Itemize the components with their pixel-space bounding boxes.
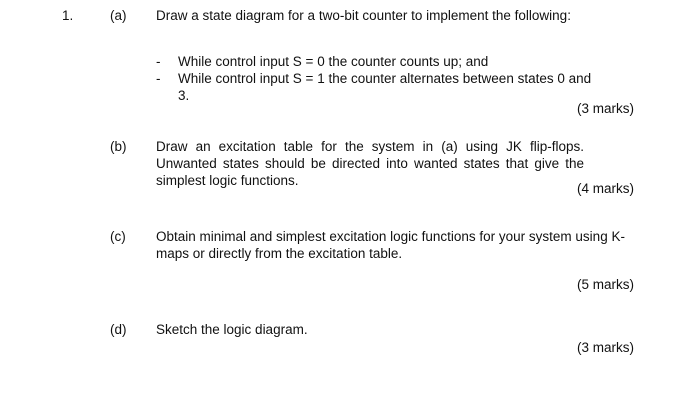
part-a-bullet-list [156, 53, 616, 104]
part-a-bullet-1-text: While control input S = 0 the counter counts up; and [178, 54, 489, 69]
part-b-text: Draw an excitation table for the system in (a) using JK flip-flops. Unwanted states should be directed into wanted states that give the simplest logic functions. [156, 139, 584, 188]
part-a-bullet-2-text: While control input S = 1 the counter alternates between states 0 and 3. [178, 71, 592, 103]
part-a-bullet-1 [156, 53, 616, 70]
part-d-text: Sketch the logic diagram. [156, 322, 308, 337]
part-b-marks: (4 marks) [577, 181, 634, 196]
part-a-bullet-2 [156, 70, 598, 104]
part-b-label: (b) [110, 139, 127, 154]
bullet-dash-icon: - [156, 71, 161, 86]
part-a-text: Draw a state diagram for a two-bit counter to implement the following: [156, 8, 571, 23]
part-a-label: (a) [110, 8, 127, 23]
part-d-label: (d) [110, 322, 127, 337]
part-a-marks: (3 marks) [577, 101, 634, 116]
part-c-marks: (5 marks) [577, 277, 634, 292]
part-c-label: (c) [110, 229, 126, 244]
question-number: 1. [62, 8, 74, 23]
part-c-text: Obtain minimal and simplest excitation logic functions for your system using K-maps or directly from the excitation table. [156, 229, 625, 261]
part-d-marks: (3 marks) [577, 340, 634, 355]
bullet-dash-icon: - [156, 54, 161, 69]
